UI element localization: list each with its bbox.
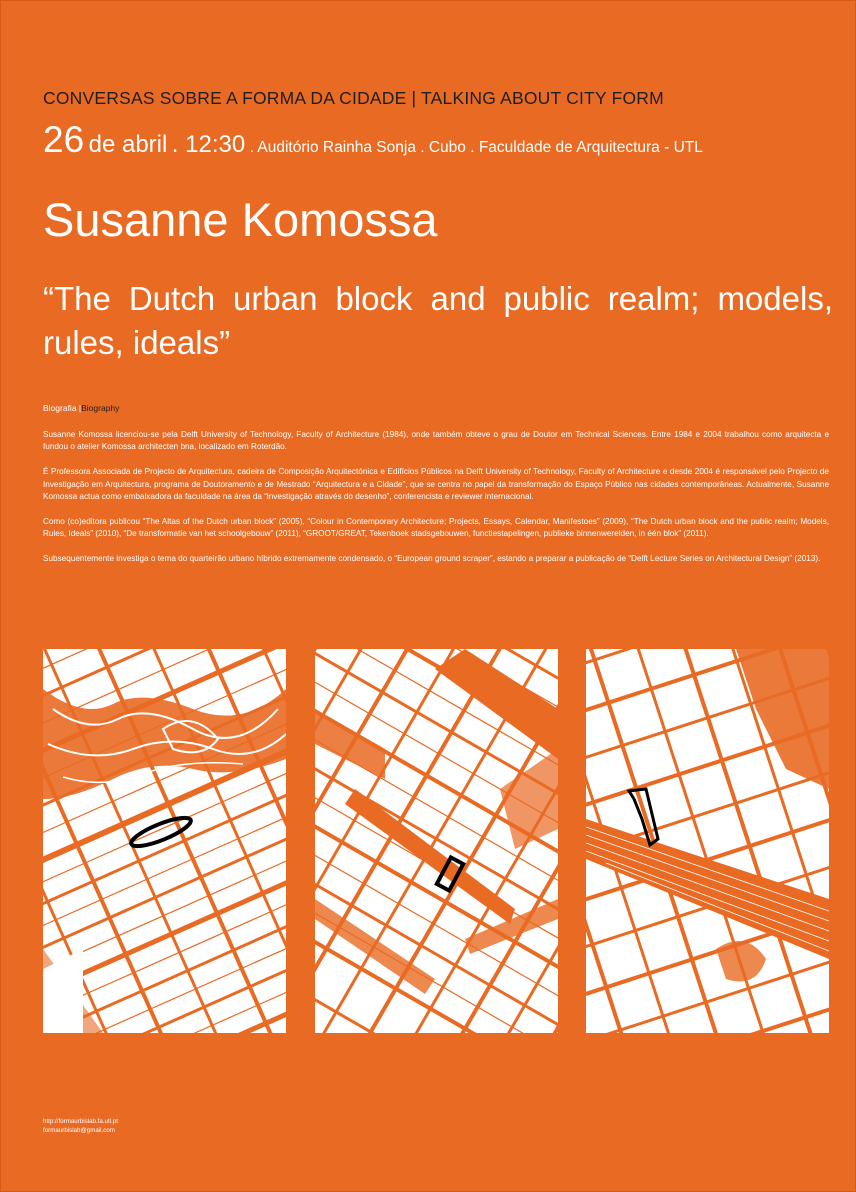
bio-paragraph: Susanne Komossa licenciou-se pela Delft University of Technology, Faculty of Architecture (1984), onde também obteve o grau de Doutor em Technical Sciences. Entre 1984 e 2004 trabalhou como arquitecta e fundou o atelier Komossa architecten bna, localizado em Roterdão.	[43, 430, 829, 452]
talk-title: “The Dutch urban block and public realm; models, rules, ideals”	[43, 280, 833, 361]
urban-map-1	[43, 649, 286, 1033]
event-time: . 12:30	[171, 131, 246, 158]
event-day: 26	[43, 119, 85, 160]
website-link[interactable]: http://formaurbislab.fa.utl.pt	[43, 1118, 118, 1125]
speaker-name: Susanne Komossa	[43, 193, 438, 246]
bio-heading-en: Biography	[81, 403, 120, 413]
bio-paragraph: Como (co)editora publicou “The Altas of the Dutch urban block” (2005), “Colour in Contemporary Architecture; Projects, Essays, Calendar, Manifestoes” (2009), “The Dutch urban block and the public realm; Models, Rules, Ideals” (2010), “De transformatie van het schoolgebouw” (2011), “GROOT/GREAT, Tekenboek stadsgebouwen, functiestapelingen, publieke binnenwerelden, in één blok” (2011).	[43, 517, 829, 539]
series-title: CONVERSAS SOBRE A FORMA DA CIDADE | TALKING ABOUT CITY FORM	[43, 88, 664, 108]
urban-map-2-figure	[315, 649, 558, 1033]
bio-text	[43, 429, 829, 579]
urban-map-2	[315, 649, 558, 1033]
urban-map-1-figure	[43, 649, 286, 1033]
bio-paragraph: É Professora Associada de Projecto de Arquitectura, cadeira de Composição Arquitectónica e Edifícios Públicos na Delft University of Technology, Faculty of Architecture e desde 2004 é responsável pelo Projecto de Investigação em Arquitectura, programa de Doutoramento e de Mestrado “Arquitectura e a Cidade”, que se centra no papel da transformação do Espaço Público nas cidades contemporâneas. Actualmente, Susanne Komossa actua como embaixadora da faculdade na área da “investigação através do desenho”, conferencista e reviewer internacional.	[43, 467, 829, 501]
email-link[interactable]: formaurbislab@gmail.com	[43, 1126, 115, 1134]
bio-paragraph: Subsequentemente investiga o tema do quarteirão urbano híbrido extremamente condensado, o “European ground scraper”, estando a preparar a publicação de “Delft Lecture Series on Architectural Design” (2013).	[43, 554, 821, 564]
event-month: de abril	[88, 131, 168, 158]
event-venue: . Auditório Rainha Sonja . Cubo . Faculdade de Arquitectura - UTL	[249, 139, 703, 156]
event-date-line	[43, 119, 703, 161]
urban-map-3-figure	[586, 649, 829, 1033]
bio-heading	[43, 403, 119, 413]
bio-heading-pt: Biografia |	[43, 403, 82, 413]
urban-map-3	[586, 649, 829, 1033]
contact-info	[43, 1118, 118, 1135]
